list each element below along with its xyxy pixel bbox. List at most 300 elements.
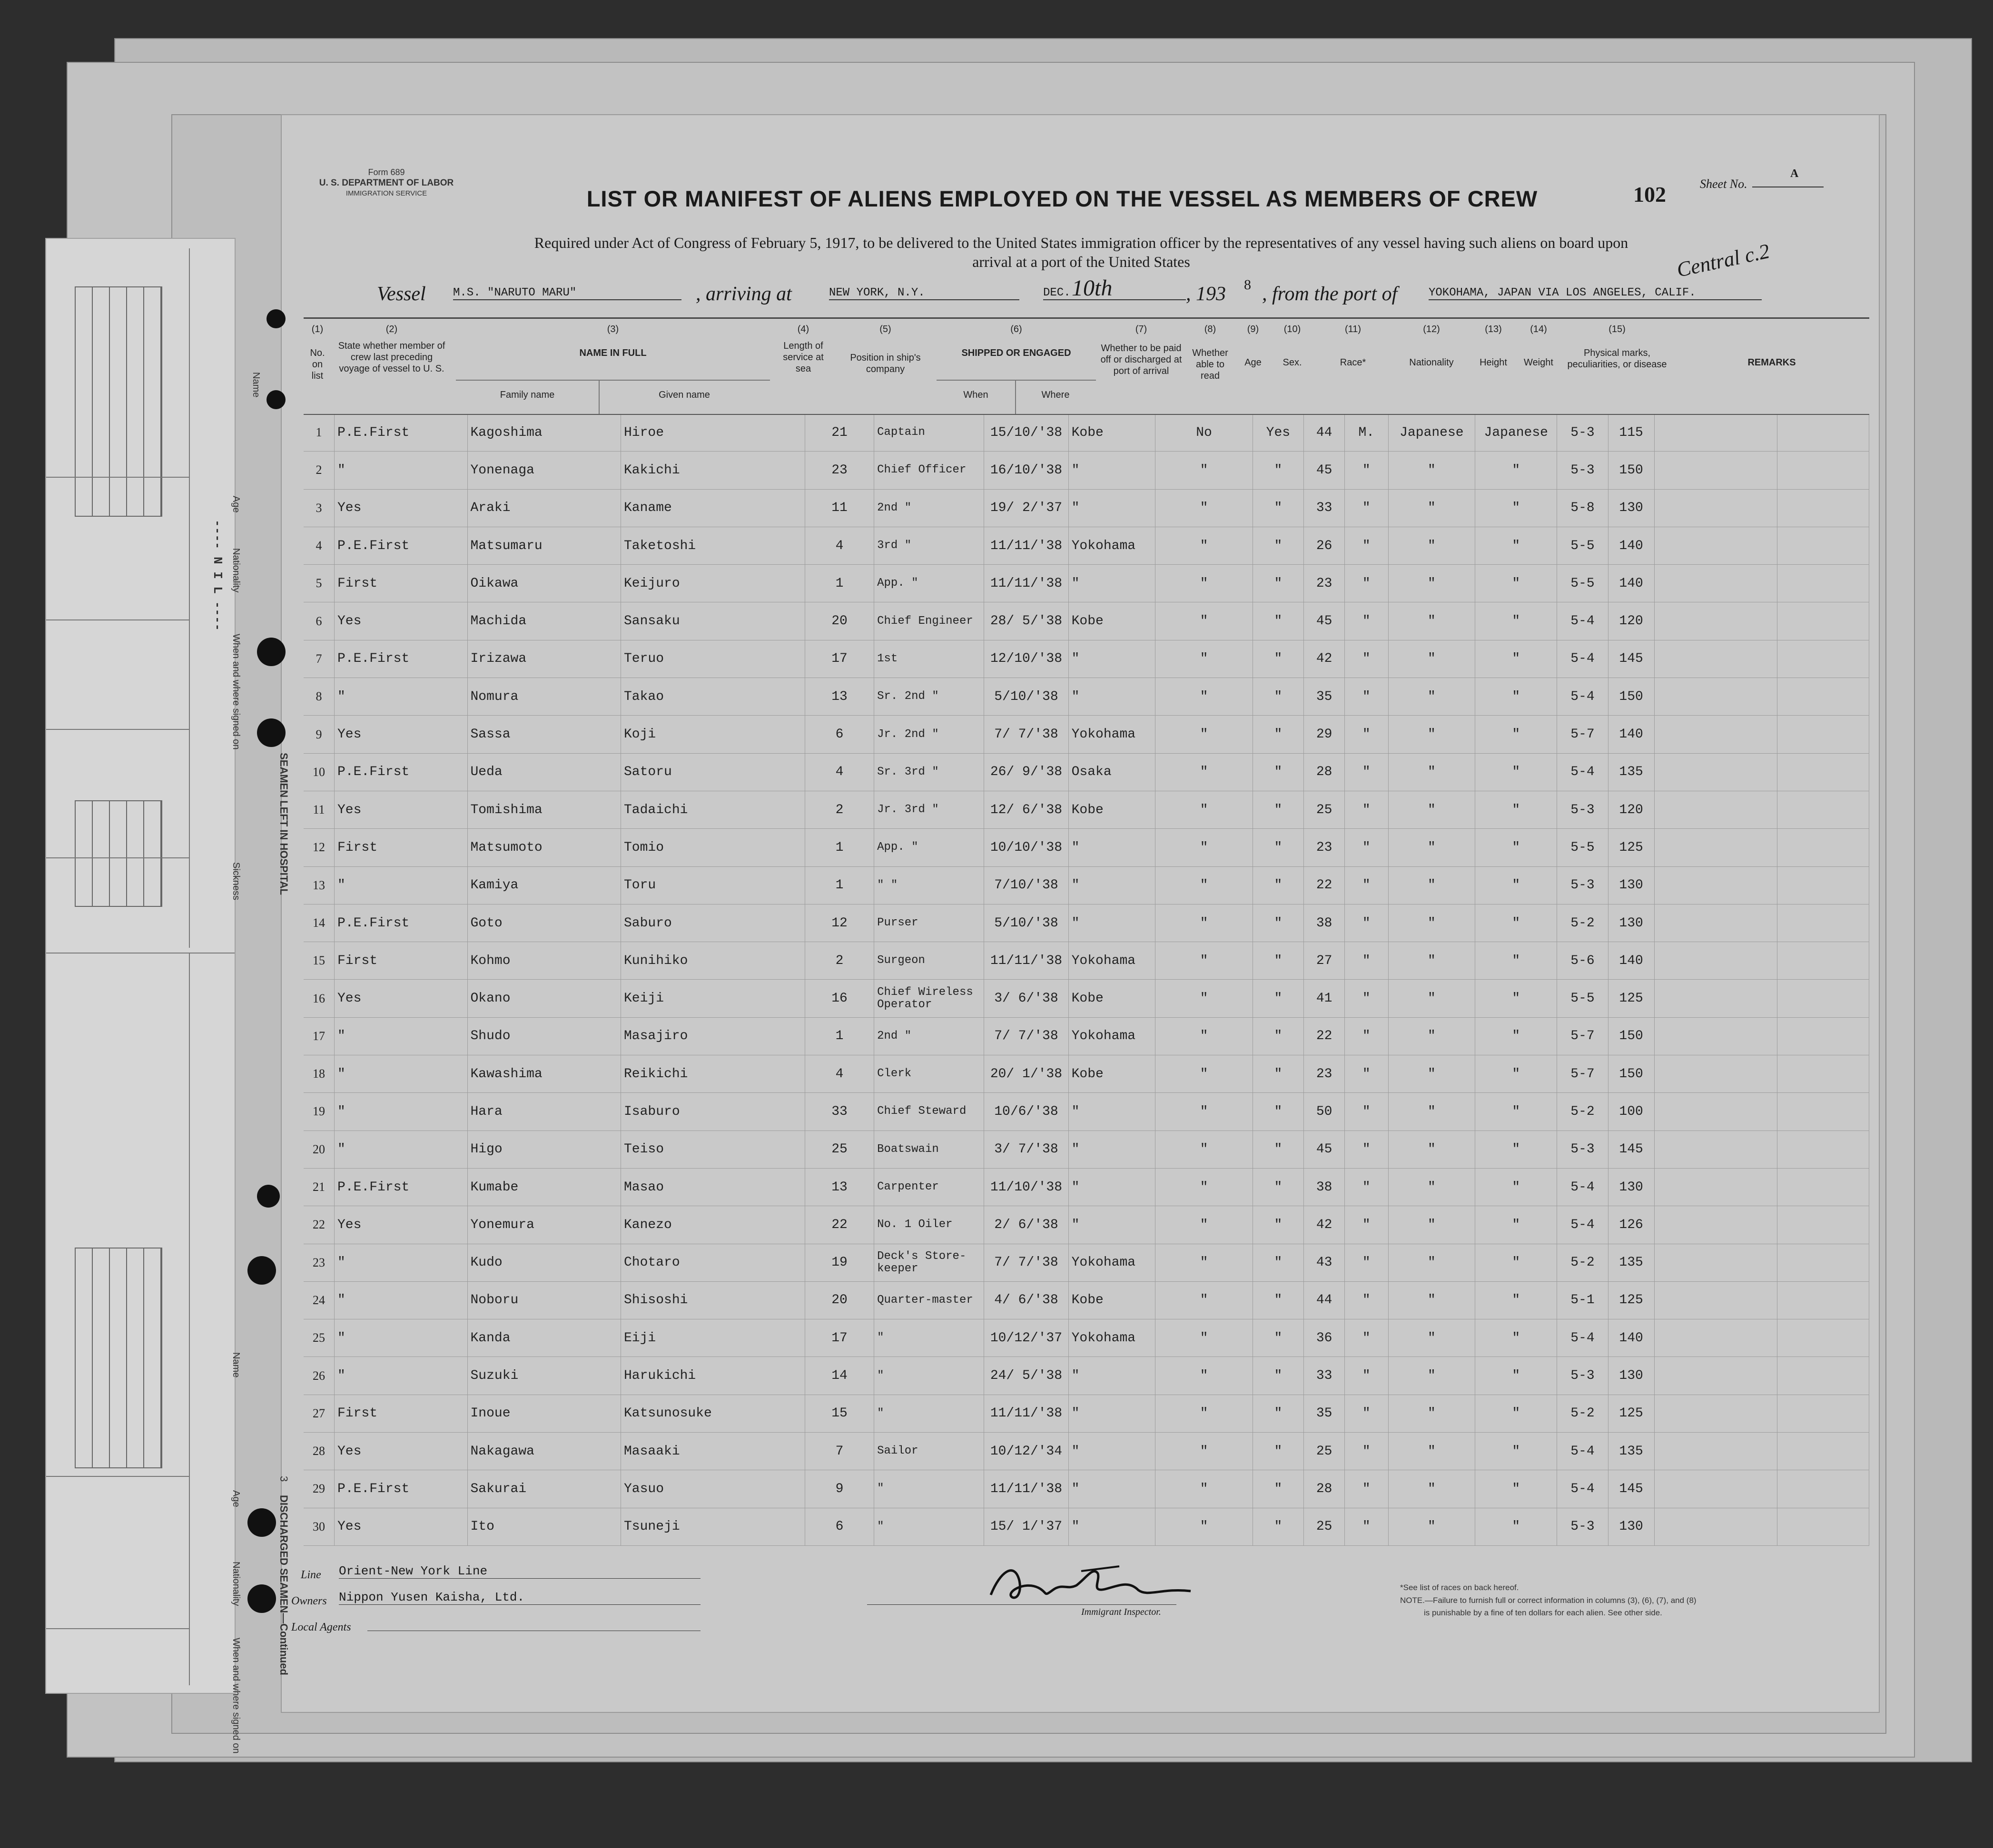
prev-voyage-cell: " [335,1093,468,1130]
nationality-cell: " [1475,1206,1557,1244]
age-cell: 33 [1304,1357,1345,1395]
date-month: DEC. [1043,286,1186,300]
shipped-when-cell: 15/10/'38 [984,414,1068,452]
paid-off-cell: " [1155,1244,1253,1281]
nationality-cell: " [1475,791,1557,828]
paid-off-cell: " [1155,1168,1253,1206]
age-cell: 45 [1304,602,1345,640]
position-cell: Boatswain [874,1130,984,1168]
service-length-cell: 12 [805,904,874,942]
table-row [304,1508,1869,1545]
binding-hole [266,390,286,409]
slip-col-age-2: Age [231,1490,241,1507]
row-number-cell: 27 [304,1395,335,1432]
col9-number: (9) [1247,324,1259,334]
col14-header: Weight [1524,357,1553,368]
binding-hole [257,1185,280,1208]
physical-marks-cell [1654,640,1777,678]
weight-cell: 135 [1608,753,1654,791]
position-cell: Jr. 2nd " [874,716,984,753]
sex-cell: " [1345,1395,1388,1432]
nationality-cell: " [1475,602,1557,640]
slip-col-age: Age [231,496,241,513]
able-to-read-cell: " [1253,565,1304,602]
family-name-cell: Ito [467,1508,621,1545]
col3b-header: Given name [659,390,710,400]
col3-header: NAME IN FULL [579,348,647,358]
service-length-cell: 15 [805,1395,874,1432]
height-cell: 5-2 [1557,1244,1608,1281]
row-number-cell: 6 [304,602,335,640]
sheet-value: A [1790,167,1799,180]
nationality-cell: " [1475,527,1557,564]
shipped-when-cell: 16/10/'38 [984,452,1068,489]
race-cell: " [1388,1319,1475,1357]
service-length-cell: 4 [805,527,874,564]
position-cell: Surgeon [874,942,984,980]
physical-marks-cell [1654,1433,1777,1470]
race-cell: " [1388,980,1475,1017]
shipped-when-cell: 11/10/'38 [984,1168,1068,1206]
physical-marks-cell [1654,1168,1777,1206]
race-cell: " [1388,1433,1475,1470]
shipped-when-cell: 4/ 6/'38 [984,1281,1068,1319]
weight-cell: 125 [1608,1395,1654,1432]
age-cell: 23 [1304,565,1345,602]
position-cell: " [874,1508,984,1545]
able-to-read-cell: " [1253,602,1304,640]
race-cell: " [1388,527,1475,564]
able-to-read-cell: " [1253,1130,1304,1168]
age-cell: 26 [1304,527,1345,564]
slip-col-nationality-2: Nationality [231,1562,241,1606]
service-length-cell: 17 [805,640,874,678]
height-cell: 5-4 [1557,753,1608,791]
binding-hole [247,1256,276,1285]
shipped-where-cell: Yokohama [1068,716,1155,753]
paid-off-cell: " [1155,678,1253,716]
table-row [304,829,1869,866]
family-name-cell: Kumabe [467,1168,621,1206]
shipped-when-cell: 2/ 6/'38 [984,1206,1068,1244]
position-cell: Chief Engineer [874,602,984,640]
binding-hole [266,309,286,328]
position-cell: 2nd " [874,489,984,527]
table-row [304,602,1869,640]
slip-col-name-2: Name [231,1352,241,1378]
family-name-cell: Okano [467,980,621,1017]
remarks-cell [1777,602,1869,640]
shipped-when-cell: 10/12/'37 [984,1319,1068,1357]
col6-header: SHIPPED OR ENGAGED [961,348,1071,358]
height-cell: 5-3 [1557,866,1608,904]
shipped-where-cell: Yokohama [1068,1017,1155,1055]
height-cell: 5-5 [1557,565,1608,602]
year-digit: 8 [1244,277,1251,293]
physical-marks-cell [1654,1357,1777,1395]
nationality-cell: " [1475,1055,1557,1093]
weight-cell: 145 [1608,1130,1654,1168]
race-cell: " [1388,1470,1475,1508]
weight-cell: 130 [1608,1168,1654,1206]
weight-cell: 150 [1608,1055,1654,1093]
col3-sub-rule [456,380,770,381]
family-name-cell: Goto [467,904,621,942]
position-cell: " [874,1319,984,1357]
given-name-cell: Sansaku [621,602,805,640]
prev-voyage-cell: P.E.First [335,414,468,452]
height-cell: 5-4 [1557,1433,1608,1470]
position-cell: Quarter-master [874,1281,984,1319]
height-cell: 5-2 [1557,1093,1608,1130]
prev-voyage-cell: Yes [335,602,468,640]
age-cell: 22 [1304,866,1345,904]
service-length-cell: 6 [805,716,874,753]
family-name-cell: Kamiya [467,866,621,904]
shipped-when-cell: 15/ 1/'37 [984,1508,1068,1545]
physical-marks-cell [1654,753,1777,791]
height-cell: 5-8 [1557,489,1608,527]
paid-off-cell: " [1155,1130,1253,1168]
sex-cell: " [1345,1093,1388,1130]
row-number-cell: 7 [304,640,335,678]
column-header [304,319,1869,414]
table-row [304,565,1869,602]
from-label: , from the port of [1262,283,1398,305]
physical-marks-cell [1654,1395,1777,1432]
sex-cell: " [1345,1017,1388,1055]
row-number-cell: 17 [304,1017,335,1055]
shipped-when-cell: 3/ 7/'38 [984,1130,1068,1168]
table-row [304,640,1869,678]
col7-header: Whether to be paid off or discharged at port of arrival [1100,343,1182,376]
weight-cell: 140 [1608,565,1654,602]
form-number: Form 689 [368,167,405,177]
height-cell: 5-5 [1557,829,1608,866]
physical-marks-cell [1654,1206,1777,1244]
age-cell: 25 [1304,791,1345,828]
binding-hole [257,638,286,666]
shipped-where-cell: " [1068,640,1155,678]
able-to-read-cell: " [1253,1206,1304,1244]
physical-marks-cell [1654,904,1777,942]
shipped-when-cell: 7/ 7/'38 [984,1244,1068,1281]
prev-voyage-cell: P.E.First [335,753,468,791]
position-cell: 3rd " [874,527,984,564]
vessel-value: M.S. "NARUTO MARU" [453,286,681,300]
paid-off-cell: No [1155,414,1253,452]
remarks-cell [1777,414,1869,452]
position-cell: Purser [874,904,984,942]
shipped-where-cell: " [1068,1093,1155,1130]
weight-cell: 140 [1608,942,1654,980]
prev-voyage-cell: Yes [335,791,468,828]
weight-cell: 140 [1608,716,1654,753]
able-to-read-cell: " [1253,1433,1304,1470]
prev-voyage-cell: First [335,942,468,980]
service-length-cell: 1 [805,1017,874,1055]
weight-cell: 130 [1608,866,1654,904]
family-name-cell: Araki [467,489,621,527]
position-cell: 1st [874,640,984,678]
height-cell: 5-4 [1557,1168,1608,1206]
able-to-read-cell: " [1253,791,1304,828]
family-name-cell: Noboru [467,1281,621,1319]
shipped-where-cell: Kobe [1068,1055,1155,1093]
age-cell: 27 [1304,942,1345,980]
shipped-where-cell: Kobe [1068,602,1155,640]
prev-voyage-cell: P.E.First [335,527,468,564]
remarks-cell [1777,1093,1869,1130]
table-row [304,980,1869,1017]
height-cell: 5-5 [1557,980,1608,1017]
age-cell: 23 [1304,829,1345,866]
shipped-when-cell: 20/ 1/'38 [984,1055,1068,1093]
race-cell: " [1388,489,1475,527]
given-name-cell: Isaburo [621,1093,805,1130]
table-row [304,1093,1869,1130]
race-cell: " [1388,829,1475,866]
age-cell: 42 [1304,1206,1345,1244]
page-number: 102 [1633,182,1666,206]
physical-marks-cell [1654,866,1777,904]
sex-cell: " [1345,1168,1388,1206]
races-note: *See list of races on back hereof. [1400,1583,1519,1592]
physical-marks-cell [1654,942,1777,980]
service-length-cell: 1 [805,829,874,866]
race-cell: " [1388,640,1475,678]
physical-marks-cell [1654,1055,1777,1093]
col16-header: REMARKS [1747,357,1796,368]
row-number-cell: 22 [304,1206,335,1244]
weight-cell: 115 [1608,414,1654,452]
able-to-read-cell: " [1253,942,1304,980]
remarks-cell [1777,1244,1869,1281]
service-length-cell: 17 [805,1319,874,1357]
age-cell: 33 [1304,489,1345,527]
slip-rule-3 [46,729,189,730]
physical-marks-cell [1654,1093,1777,1130]
binding-hole [247,1584,276,1613]
paid-off-cell: " [1155,1395,1253,1432]
paid-off-cell: " [1155,1206,1253,1244]
paid-off-cell: " [1155,1508,1253,1545]
nationality-cell: " [1475,904,1557,942]
paid-off-cell: " [1155,1470,1253,1508]
age-cell: 45 [1304,1130,1345,1168]
col15-header: Physical marks, peculiarities, or disease [1567,348,1667,370]
col15-number: (15) [1608,324,1626,334]
service-length-cell: 25 [805,1130,874,1168]
paid-off-cell: " [1155,980,1253,1017]
height-cell: 5-3 [1557,1130,1608,1168]
weight-cell: 125 [1608,1281,1654,1319]
nationality-cell: " [1475,1470,1557,1508]
slip-rule-2 [46,619,189,620]
age-cell: 44 [1304,1281,1345,1319]
shipped-where-cell: Kobe [1068,414,1155,452]
weight-cell: 150 [1608,678,1654,716]
penalty-note-2: is punishable by a fine of ten dollars for each alien. See other side. [1424,1608,1662,1617]
sex-cell: " [1345,716,1388,753]
height-cell: 5-1 [1557,1281,1608,1319]
year-prefix: , 193 [1186,283,1226,305]
height-cell: 5-3 [1557,1508,1608,1545]
col1-number: (1) [311,324,324,334]
physical-marks-cell [1654,1470,1777,1508]
inspector-label: Immigrant Inspector. [1081,1607,1161,1617]
remarks-cell [1777,640,1869,678]
shipped-when-cell: 10/6/'38 [984,1093,1068,1130]
given-name-cell: Keijuro [621,565,805,602]
race-cell: " [1388,1130,1475,1168]
able-to-read-cell: " [1253,640,1304,678]
row-number-cell: 1 [304,414,335,452]
table-row [304,904,1869,942]
race-cell: " [1388,678,1475,716]
shipped-when-cell: 19/ 2/'37 [984,489,1068,527]
position-cell: Jr. 3rd " [874,791,984,828]
shipped-where-cell: Kobe [1068,980,1155,1017]
table-row [304,1395,1869,1432]
physical-marks-cell [1654,565,1777,602]
shipped-where-cell: " [1068,829,1155,866]
date-day: 10th [1072,275,1113,301]
able-to-read-cell: " [1253,452,1304,489]
sex-cell: " [1345,1508,1388,1545]
given-name-cell: Koji [621,716,805,753]
remarks-cell [1777,942,1869,980]
col8-header: Whether able to read [1192,348,1228,381]
family-name-cell: Kanda [467,1319,621,1357]
subtitle-line1: Required under Act of Congress of February 5, 1917, to be delivered to the United States immigration officer by the representatives of any vessel having such aliens on board upon [534,234,1628,251]
shipped-when-cell: 11/11/'38 [984,565,1068,602]
age-cell: 38 [1304,1168,1345,1206]
family-name-cell: Kawashima [467,1055,621,1093]
row-number-cell: 2 [304,452,335,489]
prev-voyage-cell: First [335,829,468,866]
shipped-when-cell: 10/12/'34 [984,1433,1068,1470]
able-to-read-cell: " [1253,1093,1304,1130]
physical-marks-cell [1654,489,1777,527]
slip-grid-sickness [75,800,162,907]
position-cell: No. 1 Oiler [874,1206,984,1244]
family-name-cell: Sassa [467,716,621,753]
inspector-signature [972,1552,1210,1609]
race-cell: " [1388,452,1475,489]
sex-cell: " [1345,866,1388,904]
row-number-cell: 10 [304,753,335,791]
physical-marks-cell [1654,414,1777,452]
slip-rule-5 [46,1476,189,1477]
remarks-cell [1777,678,1869,716]
shipped-where-cell: " [1068,1130,1155,1168]
row-number-cell: 5 [304,565,335,602]
row-number-cell: 16 [304,980,335,1017]
paid-off-cell: " [1155,565,1253,602]
remarks-cell [1777,1319,1869,1357]
row-number-cell: 25 [304,1319,335,1357]
given-name-cell: Harukichi [621,1357,805,1395]
prev-voyage-cell: Yes [335,1508,468,1545]
remarks-cell [1777,1017,1869,1055]
owners-value: Nippon Yusen Kaisha, Ltd. [339,1590,701,1605]
row-number-cell: 3 [304,489,335,527]
table-row [304,1433,1869,1470]
sex-cell: " [1345,1281,1388,1319]
slip-bottom-divider [189,953,190,1685]
prev-voyage-cell: " [335,678,468,716]
slip-col-name: Name [251,372,261,398]
row-number-cell: 24 [304,1281,335,1319]
sex-cell: " [1345,602,1388,640]
race-cell: " [1388,1281,1475,1319]
table-row [304,1319,1869,1357]
position-cell: Sr. 3rd " [874,753,984,791]
binding-hole [247,1508,276,1537]
table-top-rule [304,414,1869,415]
age-cell: 44 [1304,414,1345,452]
given-name-cell: Yasuo [621,1470,805,1508]
weight-cell: 130 [1608,904,1654,942]
race-cell: " [1388,1357,1475,1395]
row-number-cell: 28 [304,1433,335,1470]
physical-marks-cell [1654,1017,1777,1055]
physical-marks-cell [1654,452,1777,489]
able-to-read-cell: " [1253,1319,1304,1357]
given-name-cell: Teiso [621,1130,805,1168]
given-name-cell: Masaaki [621,1433,805,1470]
height-cell: 5-6 [1557,942,1608,980]
nationality-cell: " [1475,1017,1557,1055]
remarks-cell [1777,527,1869,564]
weight-cell: 126 [1608,1206,1654,1244]
height-cell: 5-3 [1557,452,1608,489]
height-cell: 5-3 [1557,791,1608,828]
physical-marks-cell [1654,1319,1777,1357]
nationality-cell: " [1475,452,1557,489]
service-length-cell: 6 [805,1508,874,1545]
age-cell: 35 [1304,678,1345,716]
service-length-cell: 7 [805,1433,874,1470]
service-length-cell: 22 [805,1206,874,1244]
slip-rule-1 [46,477,189,478]
height-cell: 5-7 [1557,716,1608,753]
paid-off-cell: " [1155,1319,1253,1357]
manifest-sheet [281,114,1880,1713]
nationality-cell: " [1475,1319,1557,1357]
col4-number: (4) [797,324,809,334]
col11-number: (11) [1344,324,1362,334]
able-to-read-cell: " [1253,1168,1304,1206]
position-cell: 2nd " [874,1017,984,1055]
service-length-cell: 4 [805,753,874,791]
row-number-cell: 18 [304,1055,335,1093]
family-name-cell: Hara [467,1093,621,1130]
able-to-read-cell: " [1253,866,1304,904]
shipped-where-cell: " [1068,565,1155,602]
prev-voyage-cell: " [335,1357,468,1395]
remarks-cell [1777,1357,1869,1395]
arriving-label: , arriving at [696,283,792,305]
age-cell: 43 [1304,1244,1345,1281]
remarks-cell [1777,716,1869,753]
family-name-cell: Kudo [467,1244,621,1281]
remarks-cell [1777,866,1869,904]
table-row [304,452,1869,489]
race-cell: " [1388,1206,1475,1244]
family-name-cell: Machida [467,602,621,640]
